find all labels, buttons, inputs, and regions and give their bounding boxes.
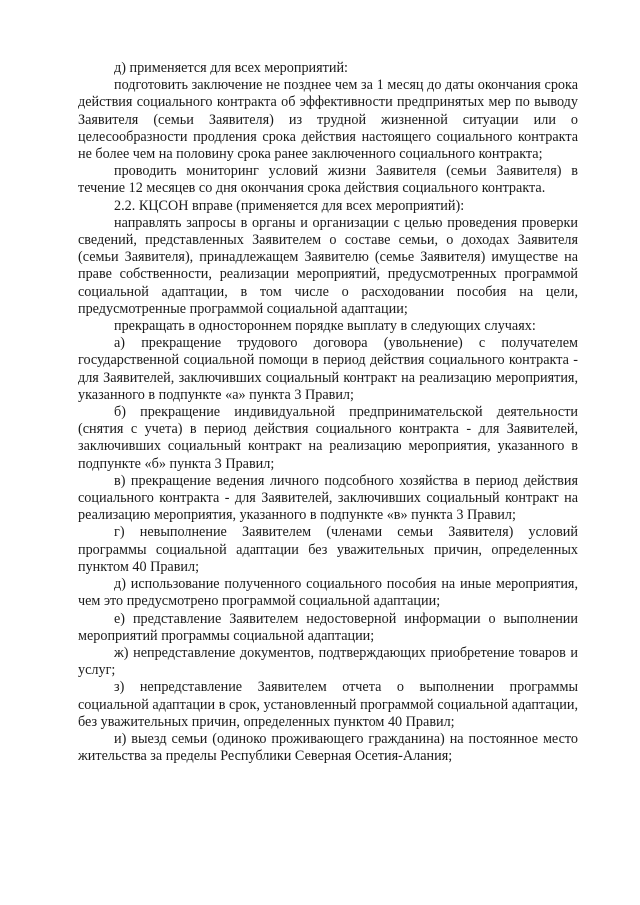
paragraph-6: прекращать в одностороннем порядке выплату в следующих случаях: (114, 318, 536, 335)
document-body (78, 60, 578, 765)
paragraph-3: проводить мониторинг условий жизни Заявителя (семьи Заявителя) в течение 12 месяцев со дня окончания срока действия социального контракта. (78, 163, 578, 197)
list-item-d: д) использование полученного социального пособия на иные мероприятия, чем это предусмотрено программой социальной адаптации; (78, 576, 578, 610)
list-item-b: б) прекращение индивидуальной предпринимательской деятельности (снятия с учета) в период действия социального контракта - для Заявителей, заключивших социальный контракт на реализацию мероприятия, указанного в подпункте «б» пункта 3 Правил; (78, 404, 578, 472)
list-item-zh: ж) непредставление документов, подтверждающих приобретение товаров и услуг; (78, 644, 578, 679)
section-heading-2-2: 2.2. КЦСОН вправе (применяется для всех мероприятий): (114, 197, 465, 214)
list-item-i: и) выезд семьи (одиноко проживающего гражданина) на постоянное место жительства за пределы Республики Северная Осетия-Алания; (78, 730, 578, 765)
list-item-v: в) прекращение ведения личного подсобного хозяйства в период действия социального контракта - для Заявителей, заключивших социальный контракт на реализацию мероприятия, указанного в подпункте «в» пункта 3 Правил; (78, 472, 578, 524)
paragraph-2: подготовить заключение не позднее чем за 1 месяц до даты окончания срока действия социального контракта об эффективности предпринятых мер по выводу Заявителя (семьи Заявителя) из трудной жизненной ситуации или о целесообразности продления срока действия настоящего социального контракта не более чем на половину срока ранее заключенного социального контракта; (78, 77, 578, 163)
paragraph-5: направлять запросы в органы и организации с целью проведения проверки сведений, представленных Заявителем о составе семьи, о доходах Заявителя (семьи Заявителя), принадлежащем Заявителю (семье Заявителя) имуществе на праве собственности, реализации мероприятий, предусмотренных программой социальной адаптации, в том числе о расходовании пособия на цели, предусмотренные программой социальной адаптации; (78, 214, 578, 317)
list-item-g: г) невыполнение Заявителем (членами семьи Заявителя) условий программы социальной адаптации без уважительных причин, определенных пунктом 40 Правил; (78, 524, 578, 575)
list-item-z: з) непредставление Заявителем отчета о выполнении программы социальной адаптации в срок, установленный программой социальной адаптации, без уважительных причин, определенных пунктом 40 Правил; (78, 679, 578, 730)
paragraph-1: д) применяется для всех мероприятий: (114, 60, 349, 76)
list-item-e: е) представление Заявителем недостоверной информации о выполнении мероприятий программы социальной адаптации; (78, 610, 578, 644)
list-item-a: а) прекращение трудового договора (увольнение) с получателем государственной социальной помощи в период действия социального контракта - для Заявителей, заключивших социальный контракт на реализацию мероприятия, указанного в подпункте «а» пункта 3 Правил; (78, 335, 578, 403)
